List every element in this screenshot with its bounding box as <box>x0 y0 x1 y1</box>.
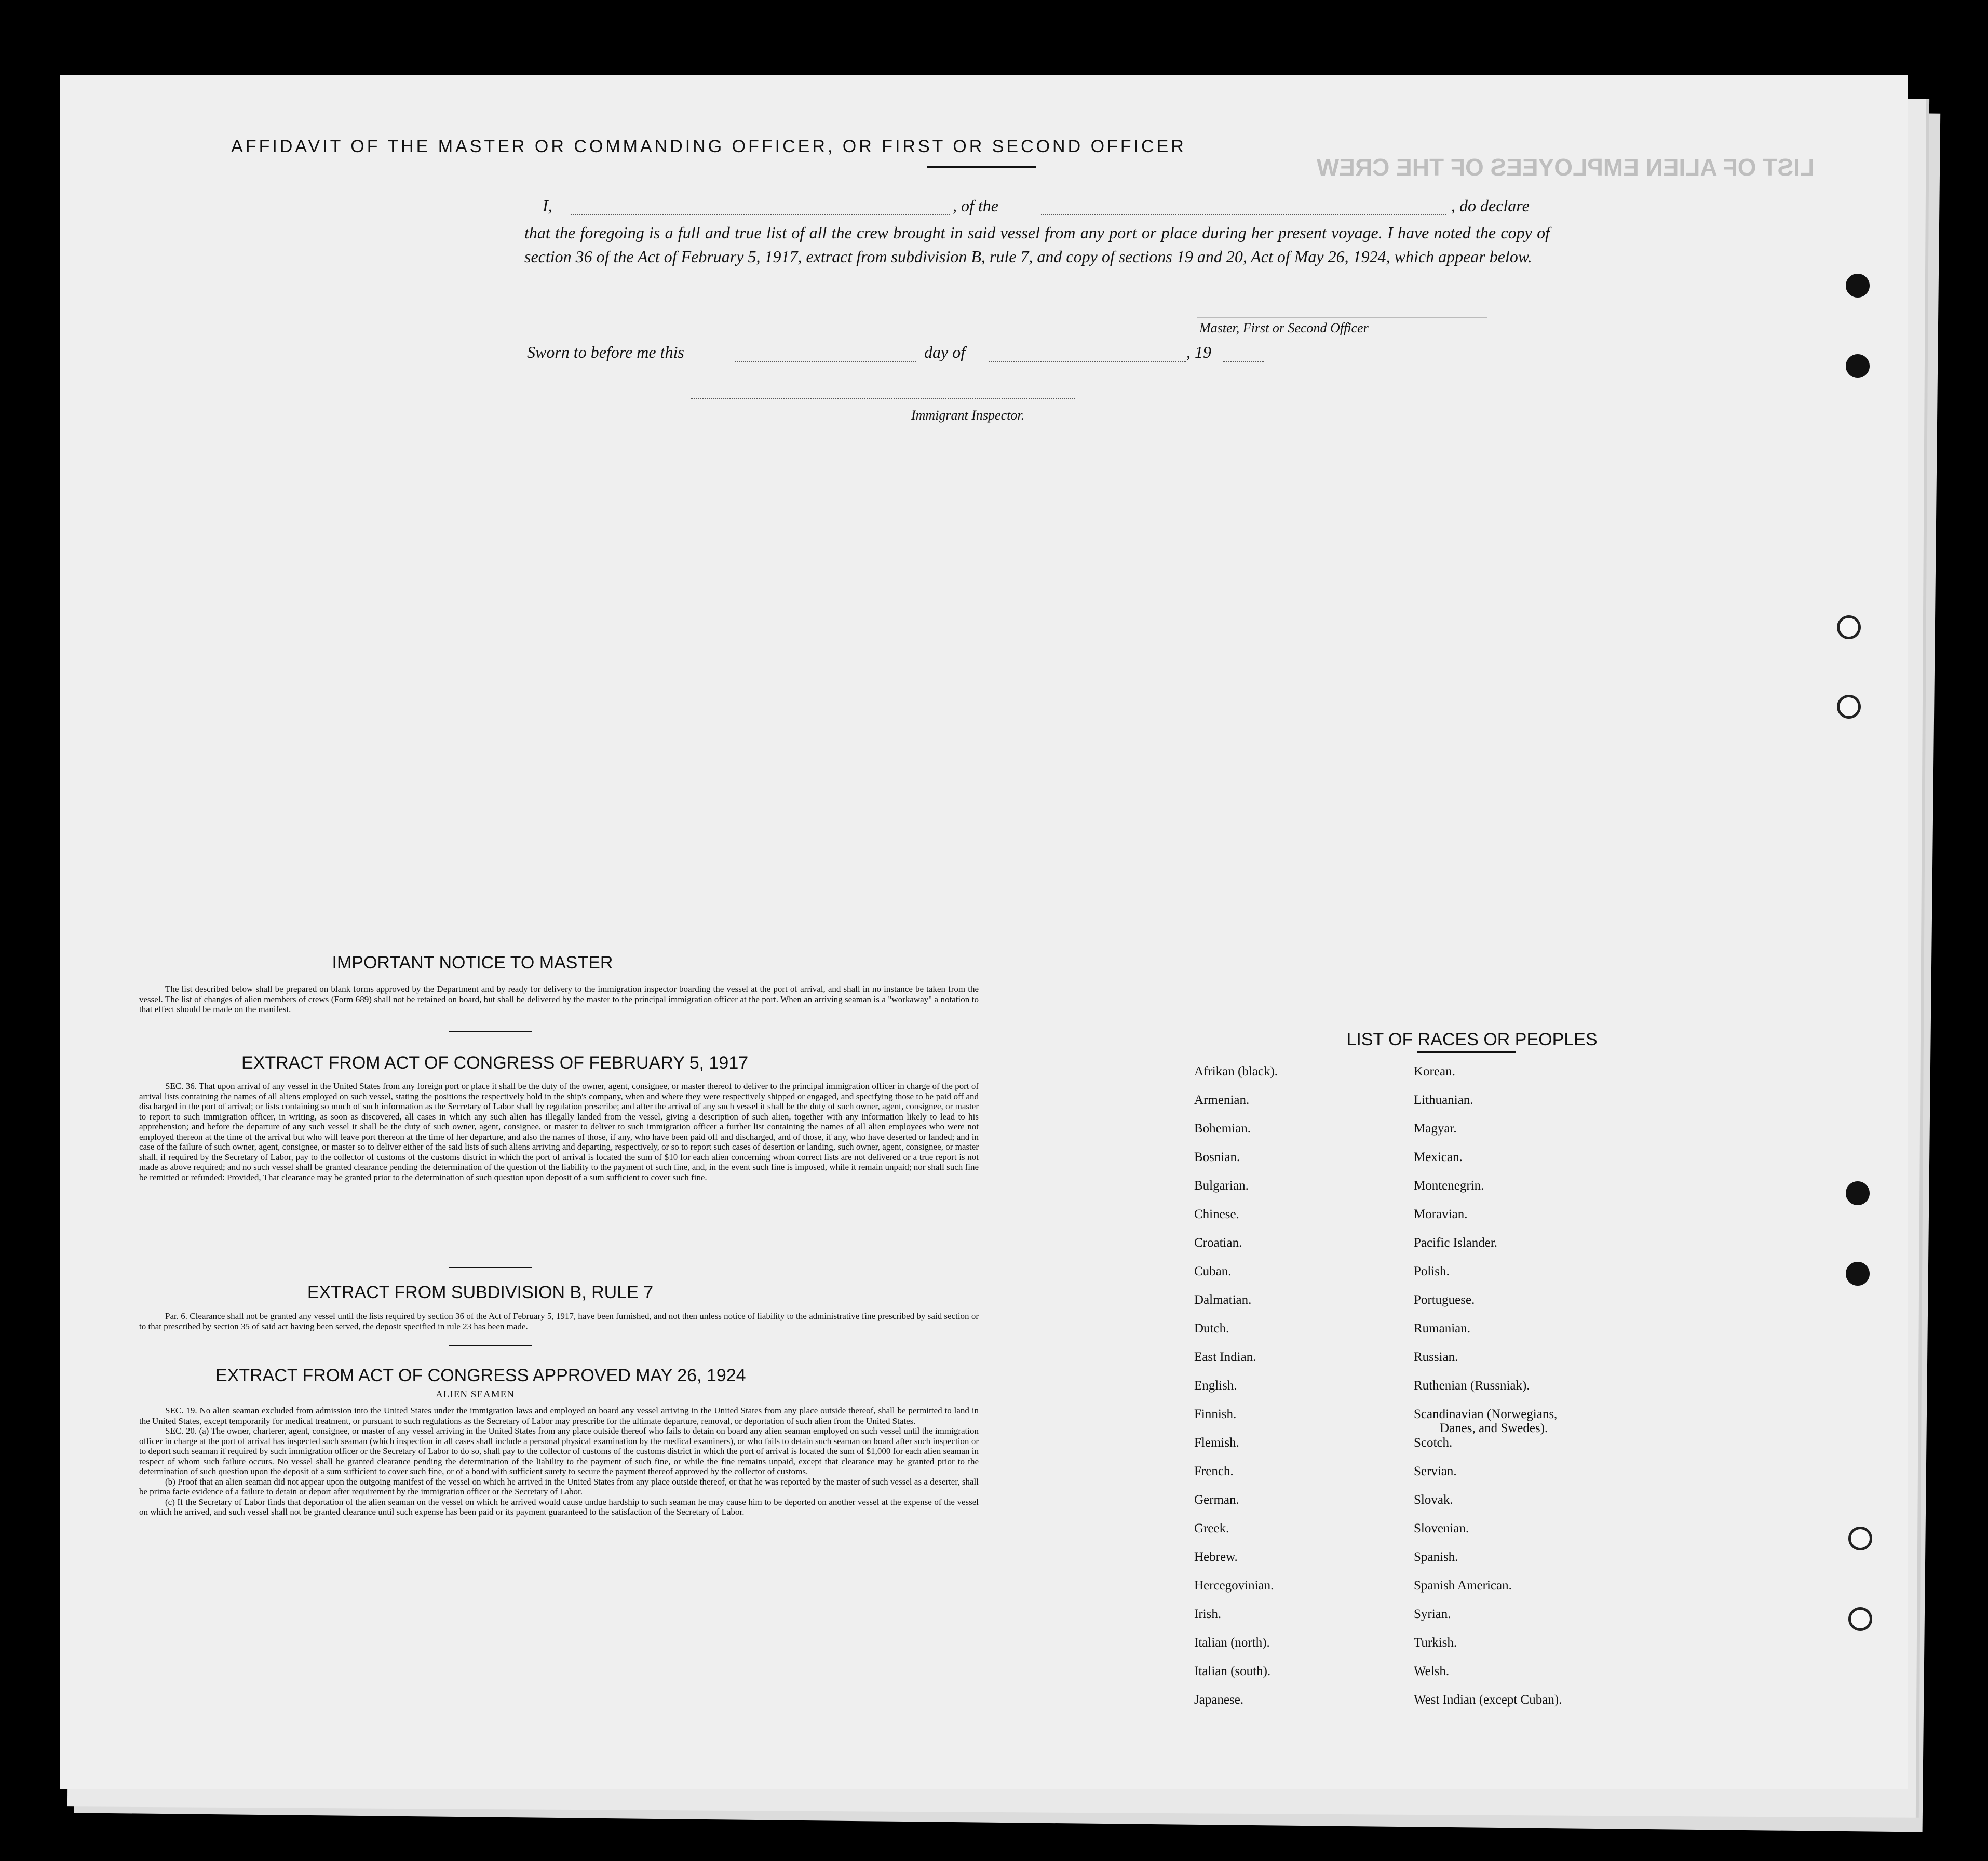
race-item: Italian (north). <box>1194 1636 1270 1650</box>
race-item: Croatian. <box>1194 1236 1242 1250</box>
race-item: Moravian. <box>1414 1207 1468 1221</box>
race-item: Cuban. <box>1194 1264 1232 1278</box>
notice-body <box>139 984 979 1015</box>
race-item: Afrikan (black). <box>1194 1064 1278 1078</box>
year-label: , 19 <box>1186 343 1211 361</box>
race-item: English. <box>1194 1379 1237 1393</box>
race-item: Mexican. <box>1414 1150 1463 1164</box>
document-page <box>60 75 1908 1789</box>
sworn-month-field[interactable] <box>989 361 1186 362</box>
race-item: Pacific Islander. <box>1414 1236 1498 1250</box>
section-divider <box>449 1345 532 1346</box>
races-list-right <box>1414 1064 1562 1721</box>
signature-field[interactable] <box>1197 317 1487 318</box>
race-item: Portuguese. <box>1414 1293 1475 1307</box>
race-item: Spanish. <box>1414 1550 1458 1564</box>
punch-hole <box>1846 274 1870 298</box>
section-divider <box>449 1031 532 1032</box>
race-item: Rumanian. <box>1414 1321 1471 1336</box>
punch-hole <box>1846 1181 1870 1205</box>
extract-1924-body <box>139 1406 979 1517</box>
do-declare-label: , do declare <box>1451 196 1530 215</box>
section-divider <box>449 1267 532 1268</box>
extract-1917-paragraph: SEC. 36. That upon arrival of any vessel in the United States from any foreign port or place it shall be the duty of the owner, agent, consignee, or master thereof to deliver to the principal immigration officer in charge of the port of arrival lists containing the names of all aliens employed on such vessel, stating the positions the respectively hold in the ship's company, when and where they were respectively shipped or engaged, and specifying those to be paid off and discharged in the port of arrival; or lists containing so much of such information as the Secretary of Labor shall by regulation prescribe; and after the arrival of any such vessel it shall be the duty of such owner, agent, consignee, or master to report to such immigration officer, in writing, as soon as discovered, all cases in which any such alien has illegally landed from the vessel, giving a description of such alien, together with any information likely to lead to his apprehension; and before the departure of any such vessel it shall be the duty of such owner, agent, consignee, or master to deliver to such immigration officer a further list containing the names of all alien employees who were not employed thereon at the time of the arrival but who will leave port thereon at the time of her departure, and also the names of those, if any, who have been paid off and discharged, and of those, if any, who have deserted or landed; and in case of the failure of such owner, agent, consignee, or master so to deliver either of the said lists of such aliens arriving and departing, respectively, or so to report such cases of desertion or landing, such owner, agent, consignee, or master shall, if required by the Secretary of Labor, pay to the collector of customs of the customs district in which the port of arrival is located the sum of $10 for each alien concerning whom correct lists are not delivered or a true report is not made as above required; and no such vessel shall be granted clearance pending the determination of the question of the liability to the payment of such fine, and, in the event such fine is imposed, while it remain unpaid; nor shall such fine be remitted or refunded: Provided, That clearance may be granted prior to the determination of such question upon deposit of a sum sufficient to cover such fine. <box>139 1081 979 1182</box>
race-item: Dutch. <box>1194 1321 1229 1336</box>
race-item: Lithuanian. <box>1414 1093 1473 1107</box>
affidavit-title: AFFIDAVIT OF THE MASTER OR COMMANDING OFFICER, OR FIRST OR SECOND OFFICER <box>231 137 1186 156</box>
punch-hole <box>1848 1527 1872 1550</box>
race-item: Turkish. <box>1414 1636 1457 1650</box>
race-item: Korean. <box>1414 1064 1455 1078</box>
punch-hole <box>1837 695 1861 719</box>
extract-rule7-body <box>139 1311 979 1331</box>
race-item: Montenegrin. <box>1414 1179 1484 1193</box>
inspector-signature-field[interactable] <box>691 398 1075 399</box>
inspector-label: Immigrant Inspector. <box>911 408 1025 423</box>
race-item: German. <box>1194 1493 1239 1507</box>
race-item: Flemish. <box>1194 1436 1239 1450</box>
race-item: Danes, and Swedes). <box>1440 1421 1548 1435</box>
race-item: Greek. <box>1194 1521 1229 1535</box>
punch-hole <box>1848 1607 1872 1631</box>
extract-rule7-title: EXTRACT FROM SUBDIVISION B, RULE 7 <box>307 1283 654 1302</box>
race-item: Russian. <box>1414 1350 1458 1364</box>
punch-hole <box>1837 615 1861 639</box>
race-item: Scandinavian (Norwegians, <box>1414 1407 1558 1421</box>
affidavit-paragraph: that the foregoing is a full and true list of all the crew brought in said vessel from any port or place during her present voyage. I have noted the copy of section 36 of the Act of February 5, 1917, extract from subdivision B, rule 7, and copy of sections 19 and 20, Act of May 26, 1924, which appear below. <box>524 223 1550 266</box>
race-item: Hercegovinian. <box>1194 1579 1274 1593</box>
signature-label: Master, First or Second Officer <box>1199 320 1369 335</box>
sec-20a-paragraph: SEC. 20. (a) The owner, charterer, agent, consignee, or master of any vessel arriving in the United States from any place outside thereof who fails to detain on board any alien seaman employed on such vessel until the immigration officer in charge at the port of arrival has inspected such seaman (which inspection in all cases shall include a personal physical examination by the medical examiners), or who fails to detain such seaman on board after such inspection or to deport such seaman if required by such immigration officer or the Secretary of Labor to do so, shall pay to the collector of customs of the customs district in which the port of arrival is located the sum of $1,000 for each alien seaman in respect of whom such failure occurs. No vessel shall be granted clearance pending the determination of the liability to the payment of such fine, or while the fine remains unpaid, except that clearance may be granted prior to the determination of such question upon the deposit of a sum sufficient to cover such fine, or of a bond with sufficient surety to secure the payment thereof approved by the collector of customs. <box>139 1426 979 1476</box>
race-item: Italian (south). <box>1194 1664 1271 1678</box>
race-item: Scotch. <box>1414 1436 1453 1450</box>
race-item: French. <box>1194 1464 1234 1478</box>
race-item: Magyar. <box>1414 1122 1457 1136</box>
races-list-left <box>1194 1064 1278 1721</box>
race-item: East Indian. <box>1194 1350 1256 1364</box>
race-item: Bulgarian. <box>1194 1179 1249 1193</box>
race-item: Polish. <box>1414 1264 1450 1278</box>
sworn-day-field[interactable] <box>735 361 916 362</box>
sec-20b-paragraph: (b) Proof that an alien seaman did not appear upon the outgoing manifest of the vessel on which he arrived in the United States from any place outside thereof, or that he was reported by the master of such vessel as a deserter, shall be prima facie evidence of a failure to detain or deport after requirement by the immigration officer or the Secretary of Labor. <box>139 1476 979 1496</box>
notice-paragraph: The list described below shall be prepared on blank forms approved by the Department and by ready for delivery to the immigration inspector boarding the vessel at the port of arrival, and shall in no instance be taken from the vessel. The list of changes of alien members of crews (Form 689) shall not be retained on board, but shall be delivered by the master to the principal immigration officer at the port. When an arriving seaman is a "workaway" a notation to that effect should be made on the manifest. <box>139 984 979 1014</box>
race-item: Japanese. <box>1194 1693 1244 1707</box>
declarant-name-field[interactable] <box>571 214 950 215</box>
race-item: Chinese. <box>1194 1207 1239 1221</box>
race-item: Servian. <box>1414 1464 1457 1478</box>
punch-hole <box>1846 354 1870 378</box>
sworn-year-field[interactable] <box>1223 361 1264 362</box>
vessel-name-field[interactable] <box>1041 214 1446 215</box>
punch-hole <box>1846 1262 1870 1286</box>
races-title: LIST OF RACES OR PEOPLES <box>1346 1030 1598 1049</box>
title-underline <box>927 166 1036 168</box>
race-item: Syrian. <box>1414 1607 1451 1621</box>
sec-20c-paragraph: (c) If the Secretary of Labor finds that deportation of the alien seaman on the vessel on which he arrived would cause undue hardship to such seaman he may cause him to be deported on another vessel at the expense of the vessel on which he arrived, and such vessel shall not be granted clearance until such expense has been paid or its payment guaranteed to the satisfaction of the Secretary of Labor. <box>139 1496 979 1517</box>
extract-1917-title: EXTRACT FROM ACT OF CONGRESS OF FEBRUARY 5, 1917 <box>241 1053 749 1073</box>
extract-1924-subtitle: ALIEN SEAMEN <box>436 1389 515 1400</box>
race-item: Dalmatian. <box>1194 1293 1252 1307</box>
race-item: Bohemian. <box>1194 1122 1251 1136</box>
extract-1917-body <box>139 1081 979 1182</box>
sworn-label: Sworn to before me this <box>527 343 684 361</box>
race-item: Hebrew. <box>1194 1550 1238 1564</box>
sec-19-paragraph: SEC. 19. No alien seaman excluded from admission into the United States under the immigration laws and employed on board any vessel arriving in the United States from any place outside thereof, shall be permitted to land in the United States, except temporarily for medical treatment, or pursuant to such regulations as the Secretary of Labor may prescribe for the ultimate departure, removal, or deportation of such alien from the United States. <box>139 1406 979 1426</box>
race-item: Irish. <box>1194 1607 1222 1621</box>
race-item: Ruthenian (Russniak). <box>1414 1379 1530 1393</box>
affidavit-statement <box>524 221 1550 268</box>
race-item: Armenian. <box>1194 1093 1250 1107</box>
race-item: Slovak. <box>1414 1493 1453 1507</box>
race-item: Welsh. <box>1414 1664 1450 1678</box>
race-item: Finnish. <box>1194 1407 1237 1421</box>
race-item: Bosnian. <box>1194 1150 1240 1164</box>
day-of-label: day of <box>924 343 966 361</box>
bleed-through: LIST OF ALIEN EMPLOYEES OF THE CREW <box>1316 154 1815 181</box>
extract-rule7-paragraph: Par. 6. Clearance shall not be granted any vessel until the lists required by section 36 of the Act of February 5, 1917, have been furnished, and not then unless notice of liability to the administrative fine prescribed by said section or to that prescribed by section 35 of said act having been served, the deposit specified in rule 23 has been made. <box>139 1311 979 1331</box>
race-item: West Indian (except Cuban). <box>1414 1693 1562 1707</box>
race-item: Slovenian. <box>1414 1521 1469 1535</box>
declarant-label: I, <box>543 196 552 215</box>
races-title-underline <box>1417 1051 1516 1053</box>
notice-title: IMPORTANT NOTICE TO MASTER <box>332 953 613 973</box>
race-item: Spanish American. <box>1414 1579 1512 1593</box>
of-the-label: , of the <box>953 196 998 215</box>
extract-1924-title: EXTRACT FROM ACT OF CONGRESS APPROVED MAY 26, 1924 <box>215 1366 746 1385</box>
